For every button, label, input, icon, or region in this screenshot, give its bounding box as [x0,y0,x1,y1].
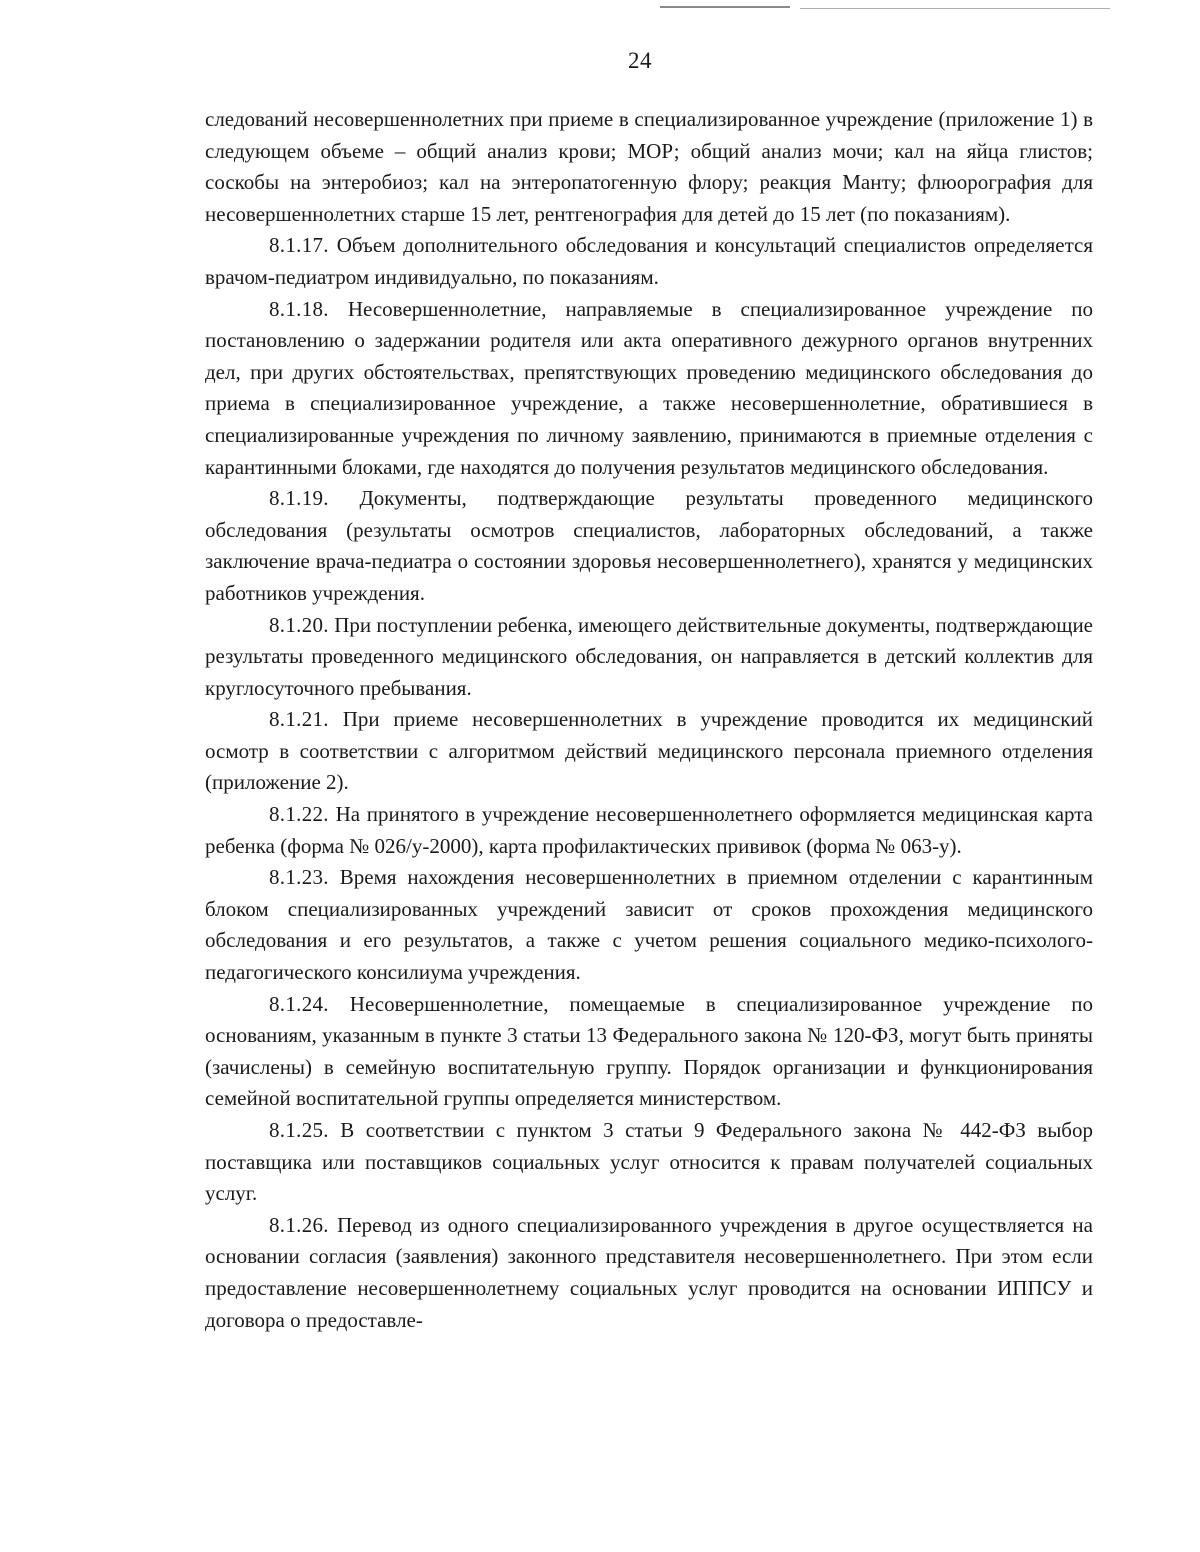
paragraph-number: 8.1.23. [269,865,329,890]
paragraph-number: 8.1.26. [269,1212,329,1237]
scan-artifact-line [660,6,790,8]
paragraph-text: При приеме несовершеннолетних в учреждение проводится их медицинский осмотр в соответствии с алгоритмом действий медицинского персонала приемного отделения (приложение 2). [205,707,1093,795]
paragraph-text: В соответствии с пунктом 3 статьи 9 Федерального закона № 442-ФЗ выбор поставщика или поставщиков социальных услуг относится к правам получателей социальных услуг. [205,1118,1093,1206]
scan-artifact-line [800,8,1110,9]
paragraph-number: 8.1.25. [269,1118,329,1142]
paragraph-text: При поступлении ребенка, имеющего действительные документы, подтверждающие результаты проведенного медицинского обследования, он направляется в детский коллектив для круглосуточного пребывания. [205,612,1094,700]
paragraph-number: 8.1.18. [269,296,329,321]
paragraph-8-1-20 [205,610,1093,705]
paragraph-8-1-26 [205,1210,1093,1336]
paragraph-8-1-19 [205,483,1093,609]
paragraph-number: 8.1.17. [269,233,329,258]
paragraph-continuation [205,104,1093,230]
document-body [205,104,1093,1336]
paragraph-8-1-24 [205,989,1093,1115]
page-number: 24 [628,48,652,73]
paragraph-8-1-17 [205,230,1093,293]
paragraph-number: 8.1.20. [269,612,329,637]
paragraph-number: 8.1.21. [269,707,329,732]
paragraph-number: 8.1.22. [269,802,329,827]
paragraph-text: Объем дополнительного обследования и консультаций специалистов определяется врачом-педиатром индивидуально, по показаниям. [205,233,1094,289]
paragraph-8-1-22 [205,799,1093,862]
paragraph-8-1-21 [205,704,1093,799]
paragraph-text: Несовершеннолетние, помещаемые в специализированное учреждение по основаниям, указанным в пункте 3 статьи 13 Федерального закона № 120-ФЗ, могут быть приняты (зачислены) в семейную воспитательную группу. Порядок организации и функционирования семейной воспитательной группы определяется министерством. [205,991,1093,1111]
paragraph-number: 8.1.19. [269,486,329,511]
paragraph-8-1-18 [205,294,1093,484]
paragraph-text: Документы, подтверждающие результаты проведенного медицинского обследования (результаты осмотров специалистов, лабораторных обследований, а также заключение врача-педиатра о состоянии здоровья несовершеннолетнего), хранятся у медицинских работников учреждения. [205,486,1094,605]
paragraph-8-1-25 [205,1115,1093,1210]
paragraph-text: Перевод из одного специализированного учреждения в другое осуществляется на основании согласия (заявления) законного представителя несовершеннолетнего. При этом если предоставление несовершеннолетнему социальных услуг проводится на основании ИППСУ и договора о предоставле- [205,1212,1093,1332]
paragraph-text: На принятого в учреждение несовершеннолетнего оформляется медицинская карта ребенка (форма № 026/у-2000), карта профилактических прививок (форма № 063-у). [205,802,1094,858]
paragraph-8-1-23 [205,862,1093,988]
paragraph-text: Несовершеннолетние, направляемые в специализированное учреждение по постановлению о задержании родителя или акта оперативного дежурного органов внутренних дел, при других обстоятельствах, препятствующих проведению медицинского обследования до приема в специализированное учреждение, а также несовершеннолетние, обратившиеся в специализированные учреждения по личному заявлению, принимаются в приемные отделения с карантинными блоками, где находятся до получения результатов медицинского обследования. [205,296,1094,479]
paragraph-number: 8.1.24. [269,991,329,1016]
paragraph-text: Время нахождения несовершеннолетних в приемном отделении с карантинным блоком специализированных учреждений зависит от сроков прохождения медицинского обследования и его результатов, а также с учетом решения социального медико-психолого-педагогического консилиума учреждения. [205,865,1094,985]
paragraph-text: следований несовершеннолетних при приеме в специализированное учреждение (приложение 1) в следующем объеме – общий анализ крови; МОР; общий анализ мочи; кал на яйца глистов; соскобы на энтеробиоз; кал на энтеропатогенную флору; реакция Манту; флюорография для несовершеннолетних старше 15 лет, рентгенография для детей до 15 лет (по показаниям). [205,107,1093,226]
